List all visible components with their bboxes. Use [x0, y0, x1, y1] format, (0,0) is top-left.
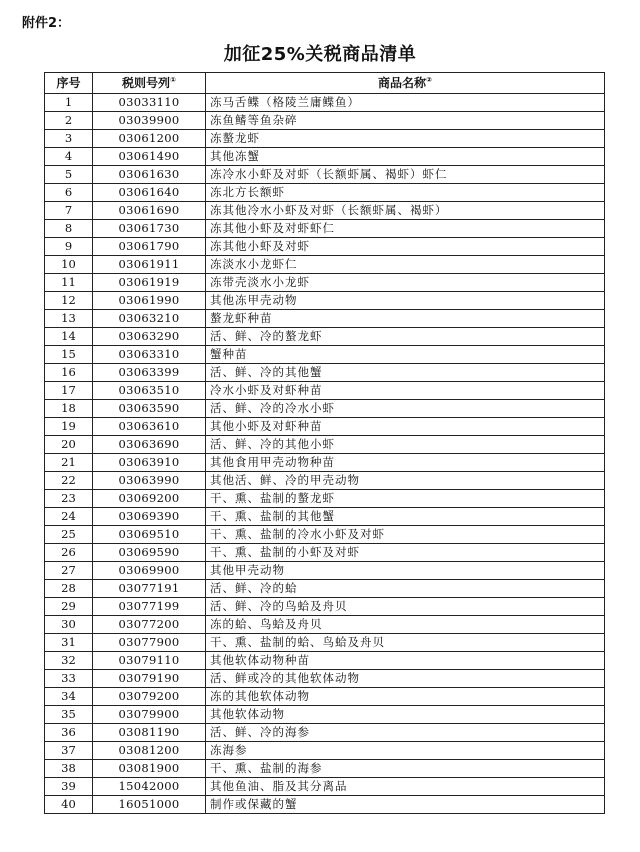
name-cell: 干、熏、盐制的冷水小虾及对虾: [206, 526, 605, 544]
table-row: [45, 670, 605, 688]
table-row: [45, 580, 605, 598]
code-cell: 03063590: [93, 400, 206, 418]
seq-cell: 27: [45, 562, 93, 580]
code-cell: 03069590: [93, 544, 206, 562]
name-cell: 冻冷水小虾及对虾（长额虾属、褐虾）虾仁: [206, 166, 605, 184]
seq-cell: 35: [45, 706, 93, 724]
seq-cell: 24: [45, 508, 93, 526]
header-name-label: 商品名称: [378, 76, 427, 90]
seq-cell: 30: [45, 616, 93, 634]
name-cell: 活、鲜、冷的冷水小虾: [206, 400, 605, 418]
name-cell: 冻马舌鲽（格陵兰庸鲽鱼）: [206, 94, 605, 112]
code-cell: 03061630: [93, 166, 206, 184]
seq-cell: 21: [45, 454, 93, 472]
name-cell: 冻其他小虾及对虾虾仁: [206, 220, 605, 238]
code-cell: 03077900: [93, 634, 206, 652]
name-cell: 活、鲜、冷的其他小虾: [206, 436, 605, 454]
header-seq-label: 序号: [56, 76, 81, 90]
seq-cell: 16: [45, 364, 93, 382]
table-body: [45, 94, 605, 814]
code-cell: 03063399: [93, 364, 206, 382]
seq-cell: 15: [45, 346, 93, 364]
table-row: [45, 94, 605, 112]
code-cell: 03079200: [93, 688, 206, 706]
seq-cell: 1: [45, 94, 93, 112]
table-row: [45, 652, 605, 670]
table-row: [45, 346, 605, 364]
seq-cell: 18: [45, 400, 93, 418]
table-row: [45, 760, 605, 778]
code-cell: 03063990: [93, 472, 206, 490]
code-cell: 03061790: [93, 238, 206, 256]
code-cell: 16051000: [93, 796, 206, 814]
seq-cell: 20: [45, 436, 93, 454]
page-title: 加征25%关税商品清单: [223, 44, 417, 65]
table-row: [45, 184, 605, 202]
header-code-label: 税则号列: [122, 76, 171, 90]
table-row: [45, 778, 605, 796]
seq-cell: 29: [45, 598, 93, 616]
table-row: [45, 796, 605, 814]
code-cell: 03061911: [93, 256, 206, 274]
header-seq: [45, 73, 93, 94]
header-code: [93, 73, 206, 94]
name-cell: 冷水小虾及对虾种苗: [206, 382, 605, 400]
code-cell: 03061730: [93, 220, 206, 238]
table-row: [45, 544, 605, 562]
code-cell: 03063210: [93, 310, 206, 328]
seq-cell: 33: [45, 670, 93, 688]
seq-cell: 34: [45, 688, 93, 706]
name-cell: 其他软体动物: [206, 706, 605, 724]
table-row: [45, 292, 605, 310]
table-row: [45, 130, 605, 148]
code-cell: 03077199: [93, 598, 206, 616]
code-cell: 03069390: [93, 508, 206, 526]
table-row: [45, 238, 605, 256]
seq-cell: 23: [45, 490, 93, 508]
seq-cell: 11: [45, 274, 93, 292]
seq-cell: 2: [45, 112, 93, 130]
seq-cell: 14: [45, 328, 93, 346]
table-row: [45, 472, 605, 490]
table-row: [45, 508, 605, 526]
name-cell: 干、熏、盐制的螯龙虾: [206, 490, 605, 508]
header-name-footnote: ②: [426, 76, 432, 84]
table-header-row: [45, 73, 605, 94]
seq-cell: 26: [45, 544, 93, 562]
table-row: [45, 526, 605, 544]
name-cell: 活、鲜、冷的蛤: [206, 580, 605, 598]
table-row: [45, 274, 605, 292]
code-cell: 03061990: [93, 292, 206, 310]
code-cell: 03061200: [93, 130, 206, 148]
code-cell: 03079900: [93, 706, 206, 724]
name-cell: 其他小虾及对虾种苗: [206, 418, 605, 436]
name-cell: 活、鲜、冷的螯龙虾: [206, 328, 605, 346]
seq-cell: 5: [45, 166, 93, 184]
name-cell: 制作或保藏的蟹: [206, 796, 605, 814]
code-cell: 03069200: [93, 490, 206, 508]
code-cell: 03033110: [93, 94, 206, 112]
seq-cell: 8: [45, 220, 93, 238]
table-row: [45, 220, 605, 238]
header-name: [206, 73, 605, 94]
table-row: [45, 400, 605, 418]
code-cell: 03081190: [93, 724, 206, 742]
table-row: [45, 724, 605, 742]
seq-cell: 40: [45, 796, 93, 814]
name-cell: 其他活、鲜、冷的甲壳动物: [206, 472, 605, 490]
code-cell: 03061690: [93, 202, 206, 220]
seq-cell: 39: [45, 778, 93, 796]
name-cell: 干、熏、盐制的小虾及对虾: [206, 544, 605, 562]
table-row: [45, 418, 605, 436]
table-row: [45, 328, 605, 346]
seq-cell: 7: [45, 202, 93, 220]
tariff-table: [44, 72, 605, 814]
code-cell: 03081200: [93, 742, 206, 760]
seq-cell: 4: [45, 148, 93, 166]
seq-cell: 37: [45, 742, 93, 760]
name-cell: 其他鱼油、脂及其分离品: [206, 778, 605, 796]
table-row: [45, 382, 605, 400]
table-row: [45, 256, 605, 274]
seq-cell: 25: [45, 526, 93, 544]
code-cell: 03061919: [93, 274, 206, 292]
code-cell: 03039900: [93, 112, 206, 130]
name-cell: 活、鲜、冷的其他蟹: [206, 364, 605, 382]
code-cell: 03063290: [93, 328, 206, 346]
header-code-footnote: ①: [170, 76, 176, 84]
name-cell: 活、鲜或冷的其他软体动物: [206, 670, 605, 688]
name-cell: 冻其他冷水小虾及对虾（长额虾属、褐虾）: [206, 202, 605, 220]
code-cell: 03063610: [93, 418, 206, 436]
table-row: [45, 706, 605, 724]
name-cell: 冻螯龙虾: [206, 130, 605, 148]
name-cell: 活、鲜、冷的海参: [206, 724, 605, 742]
code-cell: 03069900: [93, 562, 206, 580]
name-cell: 冻海参: [206, 742, 605, 760]
table-row: [45, 364, 605, 382]
seq-cell: 17: [45, 382, 93, 400]
table-row: [45, 616, 605, 634]
seq-cell: 10: [45, 256, 93, 274]
seq-cell: 6: [45, 184, 93, 202]
seq-cell: 9: [45, 238, 93, 256]
name-cell: 其他软体动物种苗: [206, 652, 605, 670]
code-cell: 03077191: [93, 580, 206, 598]
name-cell: 螯龙虾种苗: [206, 310, 605, 328]
seq-cell: 12: [45, 292, 93, 310]
name-cell: 其他甲壳动物: [206, 562, 605, 580]
name-cell: 冻其他小虾及对虾: [206, 238, 605, 256]
annex-label: 附件2：: [22, 16, 71, 31]
table-row: [45, 598, 605, 616]
table-row: [45, 112, 605, 130]
code-cell: 03077200: [93, 616, 206, 634]
name-cell: 其他冻甲壳动物: [206, 292, 605, 310]
table-row: [45, 166, 605, 184]
table-row: [45, 562, 605, 580]
name-cell: 其他冻蟹: [206, 148, 605, 166]
table-row: [45, 310, 605, 328]
name-cell: 冻带壳淡水小龙虾: [206, 274, 605, 292]
seq-cell: 31: [45, 634, 93, 652]
seq-cell: 19: [45, 418, 93, 436]
code-cell: 03063910: [93, 454, 206, 472]
seq-cell: 22: [45, 472, 93, 490]
code-cell: 03063310: [93, 346, 206, 364]
table-row: [45, 436, 605, 454]
code-cell: 03079190: [93, 670, 206, 688]
table-row: [45, 490, 605, 508]
table-row: [45, 634, 605, 652]
name-cell: 冻淡水小龙虾仁: [206, 256, 605, 274]
seq-cell: 38: [45, 760, 93, 778]
name-cell: 蟹种苗: [206, 346, 605, 364]
code-cell: 03061490: [93, 148, 206, 166]
name-cell: 其他食用甲壳动物种苗: [206, 454, 605, 472]
seq-cell: 3: [45, 130, 93, 148]
name-cell: 干、熏、盐制的其他蟹: [206, 508, 605, 526]
seq-cell: 36: [45, 724, 93, 742]
code-cell: 03081900: [93, 760, 206, 778]
table-row: [45, 742, 605, 760]
name-cell: 冻的其他软体动物: [206, 688, 605, 706]
code-cell: 03061640: [93, 184, 206, 202]
code-cell: 03069510: [93, 526, 206, 544]
name-cell: 活、鲜、冷的鸟蛤及舟贝: [206, 598, 605, 616]
code-cell: 03079110: [93, 652, 206, 670]
name-cell: 冻鱼鳍等鱼杂碎: [206, 112, 605, 130]
seq-cell: 13: [45, 310, 93, 328]
seq-cell: 28: [45, 580, 93, 598]
name-cell: 冻北方长额虾: [206, 184, 605, 202]
table-row: [45, 202, 605, 220]
name-cell: 干、熏、盐制的海参: [206, 760, 605, 778]
table-row: [45, 454, 605, 472]
name-cell: 冻的蛤、鸟蛤及舟贝: [206, 616, 605, 634]
table-row: [45, 148, 605, 166]
name-cell: 干、熏、盐制的蛤、鸟蛤及舟贝: [206, 634, 605, 652]
code-cell: 03063690: [93, 436, 206, 454]
code-cell: 15042000: [93, 778, 206, 796]
code-cell: 03063510: [93, 382, 206, 400]
seq-cell: 32: [45, 652, 93, 670]
table-row: [45, 688, 605, 706]
